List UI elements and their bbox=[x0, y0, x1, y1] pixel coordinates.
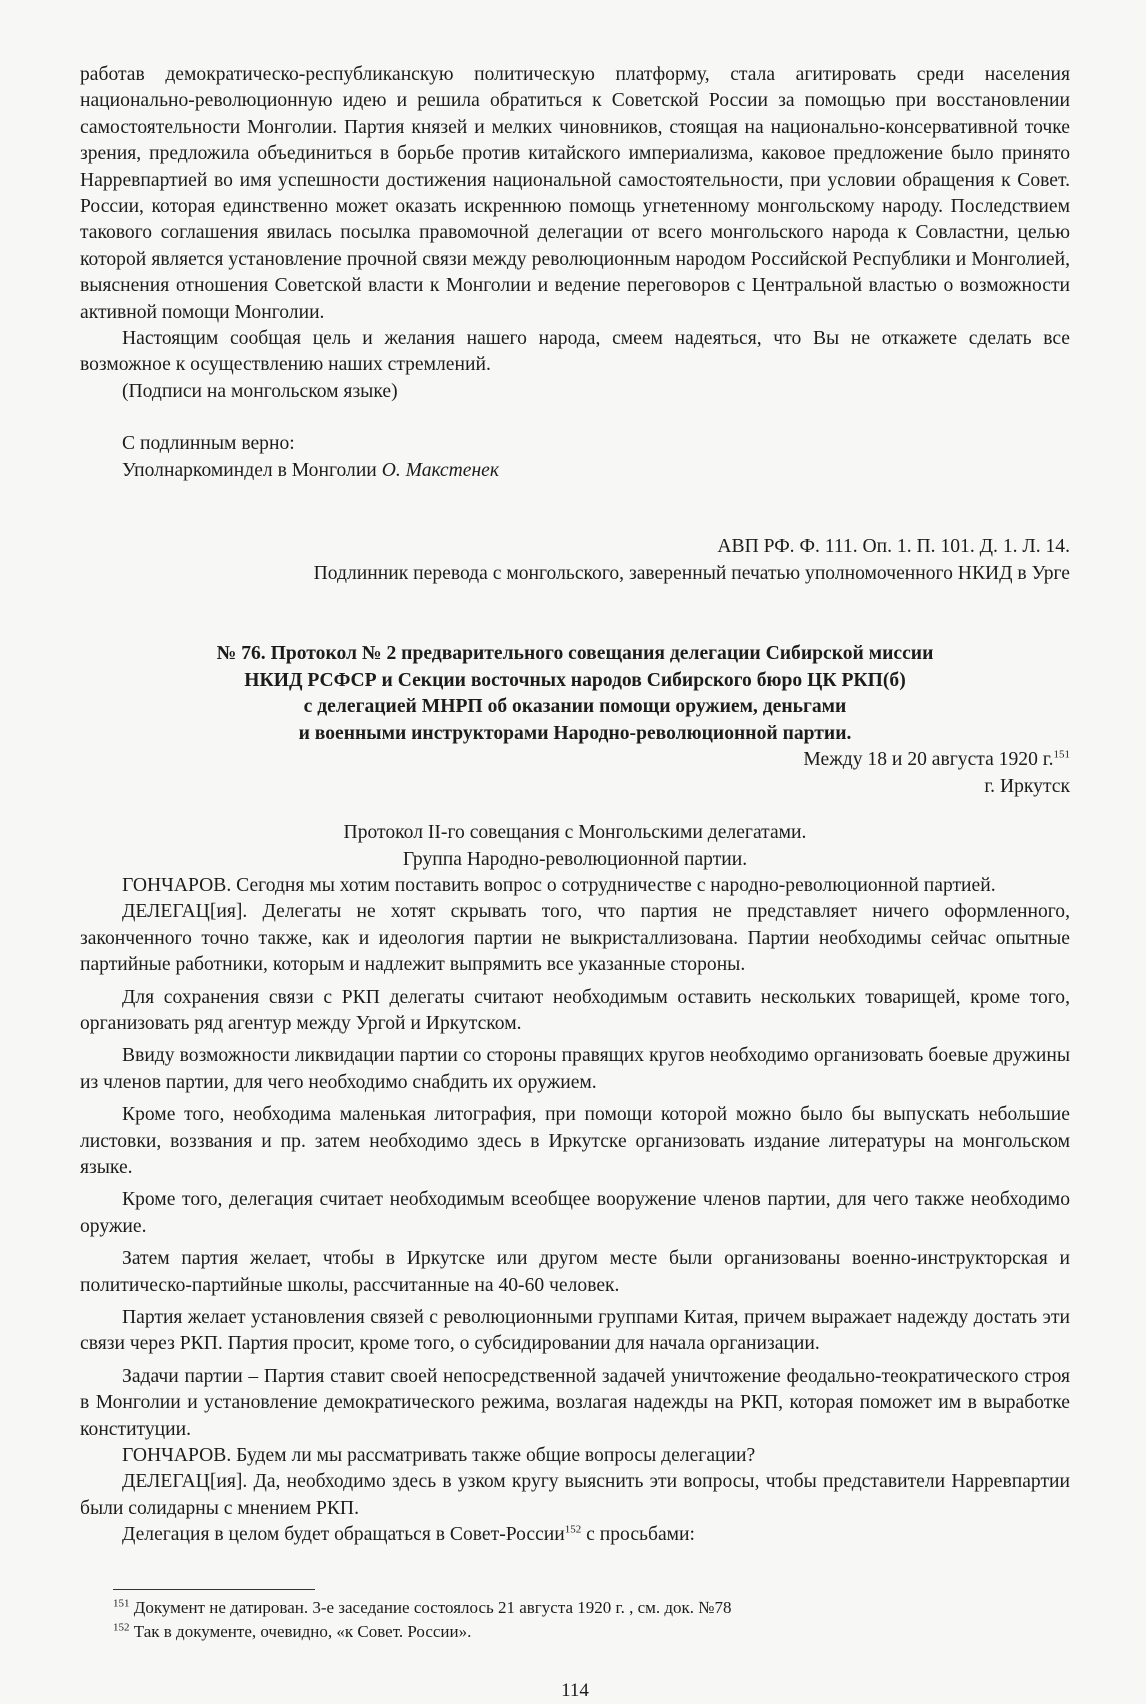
body-paragraph bbox=[80, 1522, 1070, 1548]
last-paragraph-start: Делегация в целом будет обращаться в Совет-России bbox=[122, 1524, 565, 1546]
body-paragraph: Кроме того, необходима маленькая литография, при помощи которой можно было бы выпускать небольшие листовки, воззвания и пр. затем необходимо здесь в Иркутске организовать издание литературы на монгольском языке. bbox=[80, 1104, 1070, 1178]
document-place: г. Иркутск bbox=[984, 775, 1070, 797]
footnote-ref: 152 bbox=[564, 1523, 582, 1536]
protocol-subheading: Группа Народно-революционной партии. bbox=[402, 848, 748, 870]
title-line: и военными инструкторами Народно-революционной партии. bbox=[298, 722, 852, 744]
continuation-paragraph: работав демократическо-республиканскую политическую платформу, стала агитировать среди населения национально-революционную идею и решила обратиться к Советской России за помощью при восстановлении самостоятельности Монголии. Партия князей и мелких чиновников, стоящая на национально-консервативной точке зрения, предложила объединиться в борьбе против китайского империализма, каковое предложение было принято Нарревпартией во имя успешности достижения национальной самостоятельности, при условии обращения к Совет. России, которая единственно может оказать искреннюю помощь угнетенному монгольскому народу. Последствием такового соглашения явилась посылка правомочной делегации от всего монгольского народа к Совластни, целью которой является установление прочной связи между революционным народом Российской Республики и Монголией, выяснения отношения Советской власти к Монголии и ведение переговоров с Центральной властью о возможности активной помощи Монголии. bbox=[80, 64, 1070, 323]
certifier-line bbox=[80, 458, 1070, 484]
body-paragraph: ГОНЧАРОВ. Будем ли мы рассматривать также общие вопросы делегации? bbox=[122, 1445, 756, 1467]
body-paragraph: ГОНЧАРОВ. Сегодня мы хотим поставить вопрос о сотрудничестве с народно-революционной партией. bbox=[122, 874, 996, 896]
footnote-ref: 151 bbox=[1053, 748, 1070, 761]
footnotes bbox=[80, 1596, 1070, 1644]
footnote bbox=[113, 1620, 1070, 1644]
footnote bbox=[113, 1596, 1070, 1620]
certified-label: С подлинным верно: bbox=[122, 433, 295, 455]
title-line: № 76. Протокол № 2 предварительного совещания делегации Сибирской миссии bbox=[216, 642, 934, 664]
document-title bbox=[80, 641, 1070, 747]
title-line: с делегацией МНРП об оказании помощи оружием, деньгами bbox=[303, 696, 847, 718]
body-paragraph: ДЕЛЕГАЦ[ия]. Делегаты не хотят скрывать того, что партия не представляет ничего оформленного, законченного точно также, как и идеология партии не выкристаллизована. Партии необходимы сейчас опытные партийные работники, которым и надлежит выпрямить все указанные стороны. bbox=[80, 901, 1070, 976]
body-paragraph: Ввиду возможности ликвидации партии со стороны правящих кругов необходимо организовать боевые дружины из членов партии, для чего необходимо снабдить их оружием. bbox=[80, 1045, 1070, 1093]
last-paragraph-end: с просьбами: bbox=[581, 1524, 695, 1546]
protocol-heading: Протокол II-го совещания с Монгольскими делегатами. bbox=[343, 822, 807, 844]
continuation-paragraph: Настоящим сообщая цель и желания нашего народа, смеем надеяться, что Вы не откажете сделать все возможное к осуществлению наших стремлений. bbox=[80, 328, 1070, 376]
signatures-note: (Подписи на монгольском языке) bbox=[122, 380, 398, 402]
body-paragraph: Партия желает установления связей с революционными группами Китая, причем выражает надежду достать эти связи через РКП. Партия просит, кроме того, о субсидировании для начала организации. bbox=[80, 1307, 1070, 1355]
body-paragraph: Задачи партии – Партия ставит своей непосредственной задачей уничтожение феодально-теократического строя в Монголии и установление демократического режима, возлагая надежды на РКП, которая поможет им в выработке конституции. bbox=[80, 1365, 1070, 1440]
body-paragraph: Для сохранения связи с РКП делегаты считают необходимым оставить нескольких товарищей, кроме того, организовать ряд агентур между Ургой и Иркутском. bbox=[80, 986, 1070, 1034]
certifier-position: Уполнаркоминдел в Монголии bbox=[122, 459, 377, 481]
document-date bbox=[80, 747, 1070, 773]
footnote-number: 152 bbox=[113, 1621, 130, 1633]
archive-reference: АВП РФ. Ф. 111. Оп. 1. П. 101. Д. 1. Л. 14. bbox=[717, 536, 1070, 558]
body-paragraph: ДЕЛЕГАЦ[ия]. Да, необходимо здесь в узком кругу выяснить эти вопросы, чтобы представители Нарревпартии были солидарны с мнением РКП. bbox=[80, 1471, 1070, 1519]
certifier-name: О. Макстенек bbox=[381, 459, 500, 481]
page-number: 114 bbox=[561, 1679, 589, 1701]
body-paragraph: Затем партия желает, чтобы в Иркутске или другом месте были организованы военно-инструкторская и политическо-партийные школы, рассчитанные на 40-60 человек. bbox=[80, 1248, 1070, 1296]
body-paragraph: Кроме того, делегация считает необходимым всеобщее вооружение членов партии, для чего также необходимо оружие. bbox=[80, 1189, 1070, 1237]
footnote-text: Документ не датирован. 3-е заседание состоялось 21 августа 1920 г. , см. док. №78 bbox=[129, 1597, 732, 1617]
date-text: Между 18 и 20 августа 1920 г. bbox=[803, 749, 1054, 771]
archive-note: Подлинник перевода с монгольского, заверенный печатью уполномоченного НКИД в Урге bbox=[313, 562, 1070, 584]
footnote-divider bbox=[113, 1589, 315, 1590]
footnote-text: Так в документе, очевидно, «к Совет. России». bbox=[129, 1621, 472, 1641]
title-line: НКИД РСФСР и Секции восточных народов Сибирского бюро ЦК РКП(б) bbox=[244, 669, 906, 691]
footnote-number: 151 bbox=[113, 1597, 130, 1609]
